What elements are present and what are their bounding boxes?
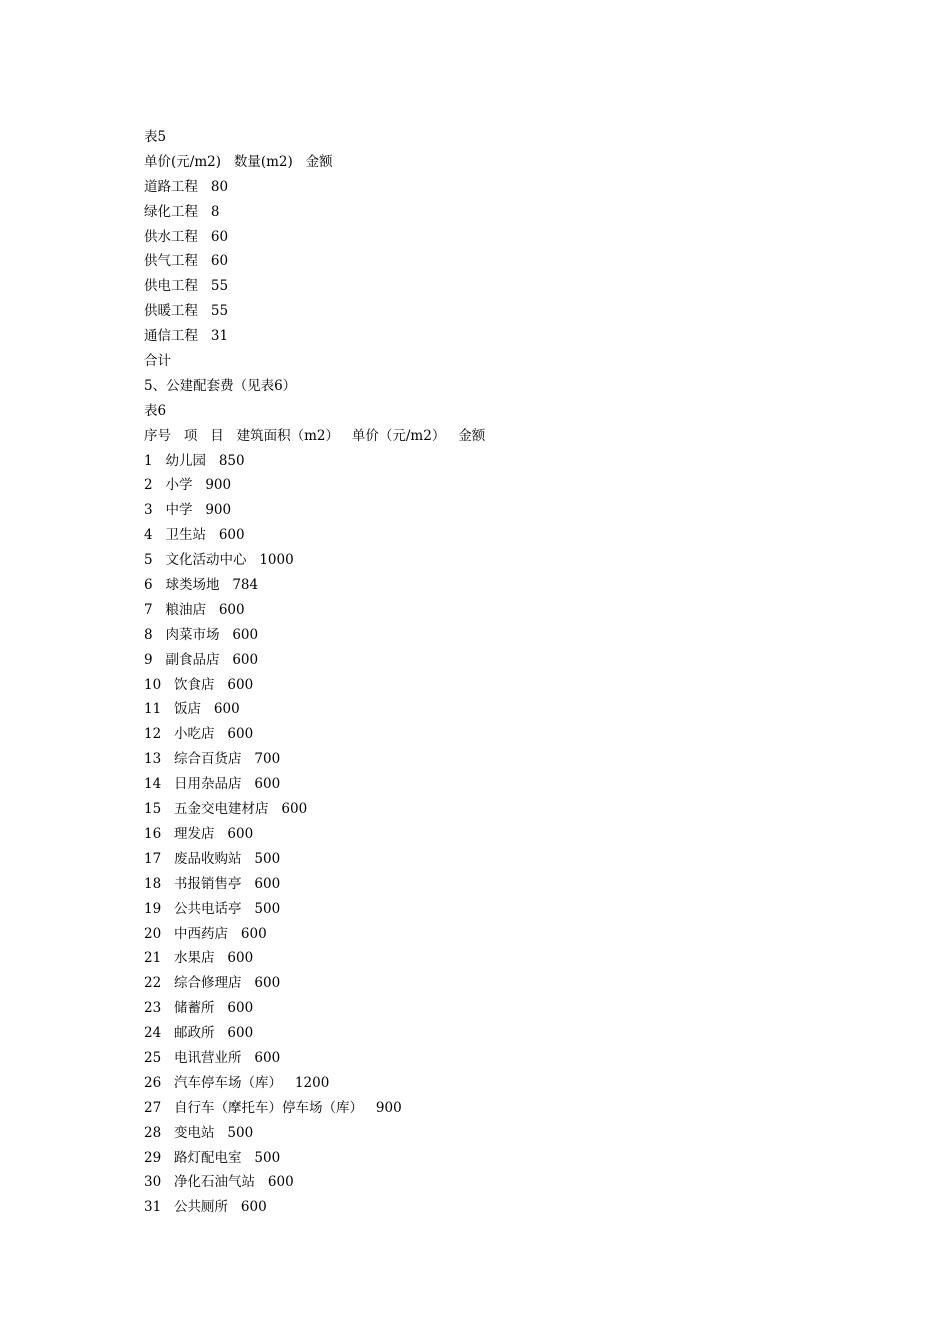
table6-row: 19 公共电话亭 500 [144,900,281,917]
table6-row: 25 电讯营业所 600 [144,1049,281,1066]
table6-row: 16 理发店 600 [144,825,254,842]
table6-row: 17 废品收购站 500 [144,850,281,867]
table5-row: 绿化工程 8 [144,203,220,220]
table6-row: 15 五金交电建材店 600 [144,801,308,818]
section-heading: 5、公建配套费（见表6） [144,377,297,394]
table5-title: 表5 [144,129,167,145]
table6-row: 4 卫生站 600 [144,527,245,544]
table6-row: 11 饭店 600 [144,701,240,718]
table6-row: 12 小吃店 600 [144,726,254,743]
table6-row: 3 中学 900 [144,502,232,519]
table5-row: 供电工程 55 [144,278,229,295]
table6-row: 10 饮食店 600 [144,676,254,693]
table6-row: 21 水果店 600 [144,950,254,967]
table6-row: 22 综合修理店 600 [144,975,281,992]
table6-header: 序号 项 目 建筑面积（m2） 单价（元/m2） 金额 [144,427,486,444]
table6-row: 27 自行车（摩托车）停车场（库） 900 [144,1099,402,1116]
document-body [144,127,904,1222]
table6-row: 6 球类场地 784 [144,577,259,594]
table6-row: 30 净化石油气站 600 [144,1174,294,1191]
table6-row: 28 变电站 500 [144,1124,254,1141]
table5-row: 供水工程 60 [144,228,229,245]
table5-row: 供暖工程 55 [144,303,229,320]
table5-row: 道路工程 80 [144,178,229,195]
table6-row: 26 汽车停车场（库） 1200 [144,1074,330,1091]
table6-row: 9 副食品店 600 [144,651,259,668]
table6-row: 29 路灯配电室 500 [144,1149,281,1166]
table6-row: 18 书报销售亭 600 [144,875,281,892]
table6-row: 20 中西药店 600 [144,925,267,942]
table6-row: 14 日用杂品店 600 [144,776,281,793]
table5-total: 合计 [144,353,171,370]
table6-row: 2 小学 900 [144,477,232,494]
table6-row: 5 文化活动中心 1000 [144,552,294,569]
table6-row: 23 储蓄所 600 [144,1000,254,1017]
table6-row: 13 综合百货店 700 [144,751,281,768]
table6-row: 31 公共厕所 600 [144,1199,267,1216]
table5-header: 单价(元/m2) 数量(m2) 金额 [144,153,333,170]
table5-row: 供气工程 60 [144,253,229,270]
table6-row: 1 幼儿园 850 [144,452,245,469]
table6-title: 表6 [144,402,167,419]
table6-row: 24 邮政所 600 [144,1025,254,1042]
table6-row: 7 粮油店 600 [144,601,245,618]
table6-row: 8 肉菜市场 600 [144,626,259,643]
table5-row: 通信工程 31 [144,328,229,345]
